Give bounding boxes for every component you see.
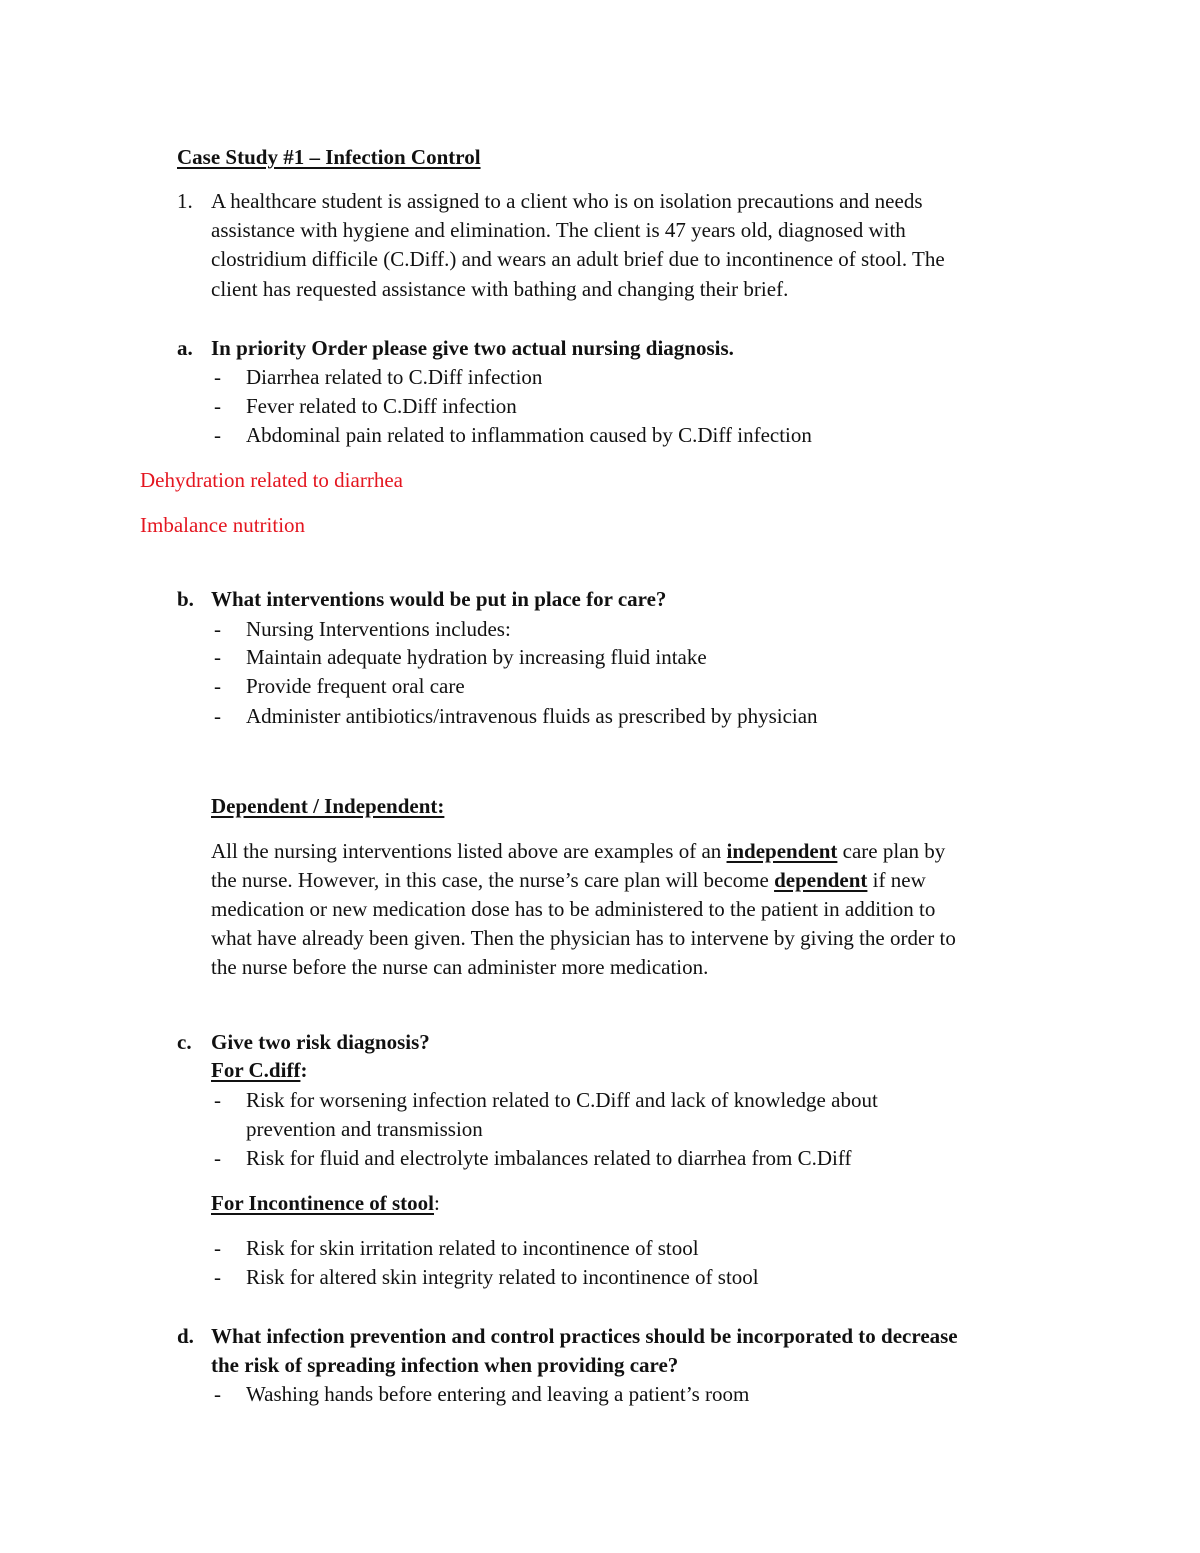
independent-term: independent bbox=[726, 839, 838, 863]
red-note: Dehydration related to diarrhea bbox=[140, 468, 403, 492]
section-a-question: In priority Order please give two actual nursing diagnosis. bbox=[211, 336, 734, 360]
section-b-letter: b. bbox=[177, 587, 194, 611]
cdiff-heading-line bbox=[211, 1057, 307, 1083]
stool-colon: : bbox=[434, 1191, 440, 1215]
paragraph-text: All the nursing interventions listed above are examples of an bbox=[211, 839, 727, 863]
question-text-line: clostridium difficile (C.Diff.) and wears an adult brief due to incontinence of stool. The bbox=[211, 247, 945, 271]
paragraph-line: what have already been given. Then the physician has to intervene by giving the order to bbox=[211, 926, 956, 950]
question-number: 1. bbox=[177, 189, 193, 213]
paragraph-line: medication or new medication dose has to be administered to the patient in addition to bbox=[211, 897, 936, 921]
section-b-question: What interventions would be put in place for care? bbox=[211, 587, 667, 611]
bullet-dash: - bbox=[214, 394, 221, 418]
section-d-question: the risk of spreading infection when providing care? bbox=[211, 1353, 679, 1377]
page-title: Case Study #1 – Infection Control bbox=[177, 145, 481, 169]
cdiff-heading: For C.diff bbox=[211, 1058, 301, 1082]
dependent-independent-heading: Dependent / Independent: bbox=[211, 794, 445, 818]
question-text-line: assistance with hygiene and elimination. The client is 47 years old, diagnosed with bbox=[211, 218, 906, 242]
bullet-dash: - bbox=[214, 1146, 221, 1170]
list-item: Risk for worsening infection related to C.Diff and lack of knowledge about bbox=[246, 1088, 878, 1112]
bullet-dash: - bbox=[214, 645, 221, 669]
list-item: Diarrhea related to C.Diff infection bbox=[246, 365, 543, 389]
red-note: Imbalance nutrition bbox=[140, 513, 306, 537]
question-text-line: A healthcare student is assigned to a client who is on isolation precautions and needs bbox=[211, 189, 923, 213]
section-c-letter: c. bbox=[177, 1030, 192, 1054]
cdiff-colon: : bbox=[300, 1058, 308, 1082]
section-c-question: Give two risk diagnosis? bbox=[211, 1030, 430, 1054]
section-d-letter: d. bbox=[177, 1324, 194, 1348]
list-item: Provide frequent oral care bbox=[246, 674, 465, 698]
stool-heading: For Incontinence of stool bbox=[211, 1191, 435, 1215]
list-item: Abdominal pain related to inflammation caused by C.Diff infection bbox=[246, 423, 812, 447]
bullet-dash: - bbox=[214, 1265, 221, 1289]
question-text-line: client has requested assistance with bathing and changing their brief. bbox=[211, 277, 789, 301]
bullet-dash: - bbox=[214, 674, 221, 698]
list-item-continuation: prevention and transmission bbox=[246, 1117, 483, 1141]
paragraph-line bbox=[211, 867, 926, 893]
paragraph-text: the nurse. However, in this case, the nurse’s care plan will become bbox=[211, 868, 775, 892]
list-item: Nursing Interventions includes: bbox=[246, 617, 511, 641]
list-item: Risk for fluid and electrolyte imbalances related to diarrhea from C.Diff bbox=[246, 1146, 852, 1170]
bullet-dash: - bbox=[214, 617, 221, 641]
bullet-dash: - bbox=[214, 365, 221, 389]
section-d-question: What infection prevention and control practices should be incorporated to decrease bbox=[211, 1324, 958, 1348]
list-item: Administer antibiotics/intravenous fluids as prescribed by physician bbox=[246, 704, 818, 728]
bullet-dash: - bbox=[214, 423, 221, 447]
bullet-dash: - bbox=[214, 1088, 221, 1112]
bullet-dash: - bbox=[214, 704, 221, 728]
list-item: Maintain adequate hydration by increasing fluid intake bbox=[246, 645, 707, 669]
paragraph-text: if new bbox=[867, 868, 926, 892]
dependent-term: dependent bbox=[774, 868, 868, 892]
paragraph-line: the nurse before the nurse can administer more medication. bbox=[211, 955, 709, 979]
list-item: Fever related to C.Diff infection bbox=[246, 394, 517, 418]
section-a-letter: a. bbox=[177, 336, 193, 360]
bullet-dash: - bbox=[214, 1236, 221, 1260]
stool-heading-line bbox=[211, 1190, 440, 1216]
paragraph-line bbox=[211, 838, 945, 864]
list-item: Risk for altered skin integrity related to incontinence of stool bbox=[246, 1265, 759, 1289]
list-item: Risk for skin irritation related to incontinence of stool bbox=[246, 1236, 699, 1260]
paragraph-text: care plan by bbox=[837, 839, 946, 863]
bullet-dash: - bbox=[214, 1382, 221, 1406]
list-item: Washing hands before entering and leaving a patient’s room bbox=[246, 1382, 750, 1406]
